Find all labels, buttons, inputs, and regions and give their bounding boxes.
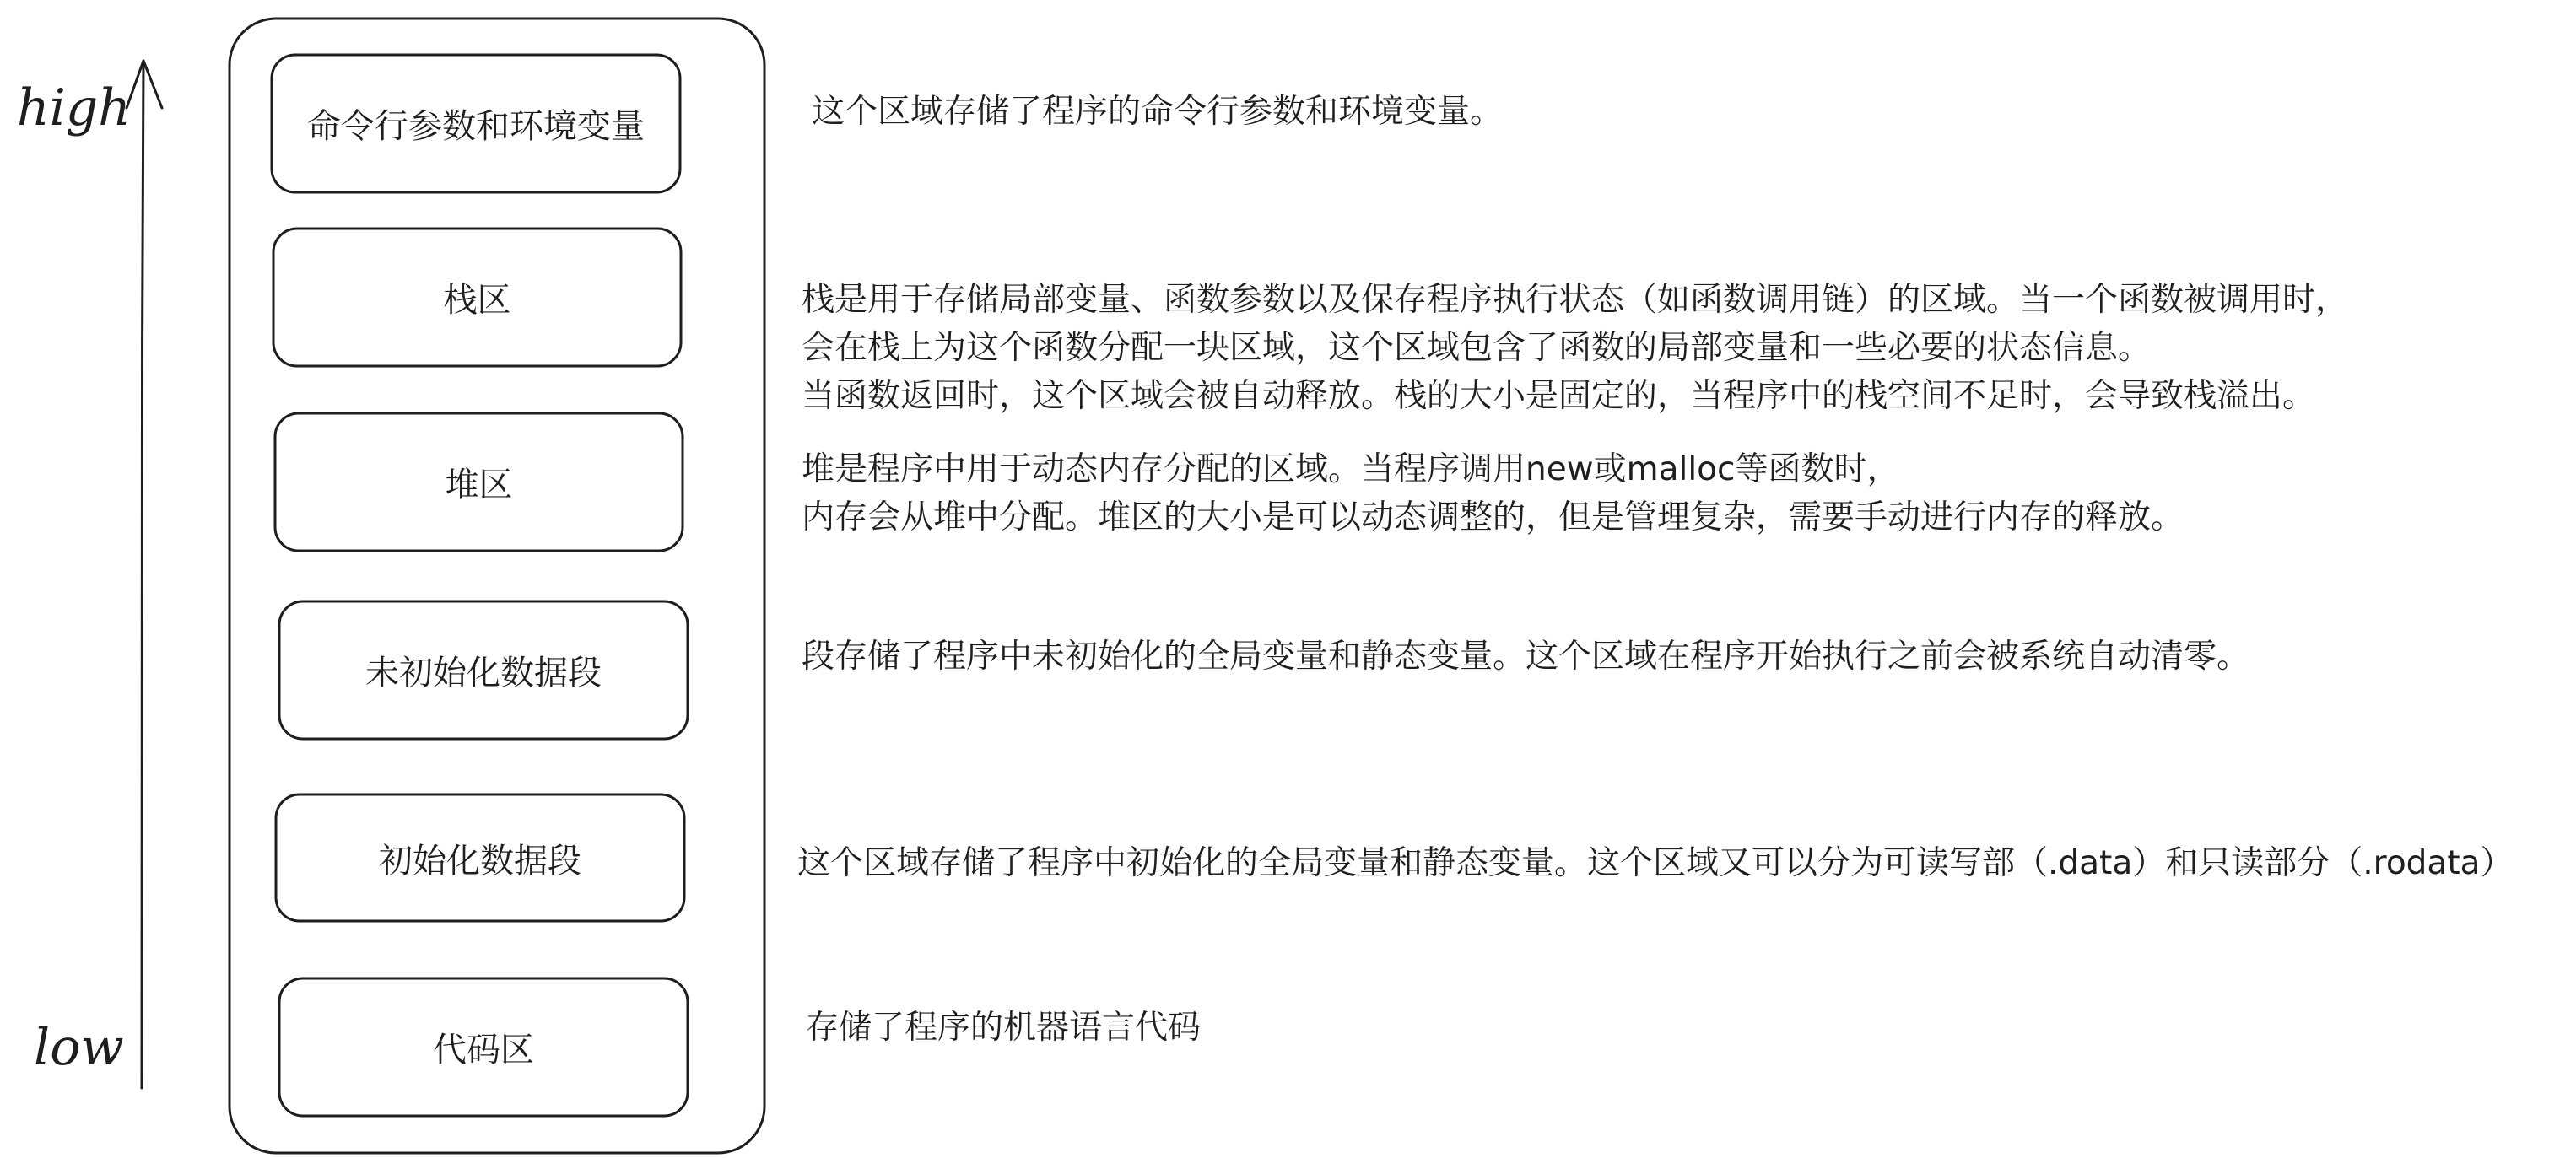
description-data xyxy=(797,839,2514,887)
arrow-shaft xyxy=(142,61,143,1088)
segment-label-text: 代码区 xyxy=(433,1031,534,1069)
description-line: 存储了程序的机器语言代码 xyxy=(806,1009,1202,1047)
description-line: 这个区域存储了程序的命令行参数和环境变量。 xyxy=(812,93,1504,131)
description-line: 会在栈上为这个函数分配一块区域，这个区域包含了函数的局部变量和一些必要的状态信息。 xyxy=(802,329,2152,367)
segment-label-heap: 堆区 xyxy=(445,466,513,504)
description-stack xyxy=(802,276,2348,420)
segment-label-bss: 未初始化数据段 xyxy=(365,654,602,692)
description-heap xyxy=(802,445,2184,541)
description-line: 当函数返回时，这个区域会被自动释放。栈的大小是固定的，当程序中的栈空间不足时，会导致栈溢出。 xyxy=(802,377,2316,415)
description-line: 内存会从堆中分配。堆区的大小是可以动态调整的，但是管理复杂，需要手动进行内存的释放。 xyxy=(802,498,2184,536)
low-address-label: low xyxy=(34,1018,124,1077)
description-line: 段存储了程序中未初始化的全局变量和静态变量。这个区域在程序开始执行之前会被系统自动清零。 xyxy=(802,638,2250,676)
description-cmdline-env xyxy=(812,88,1503,136)
address-arrow xyxy=(127,61,162,1088)
segment-label-data: 初始化数据段 xyxy=(379,841,581,881)
description-line: 堆是程序中用于动态内存分配的区域。当程序调用new或malloc等函数时， xyxy=(802,450,1900,488)
segment-label-cmdline-env: 命令行参数和环境变量 xyxy=(307,107,645,146)
segment-label-stack: 栈区 xyxy=(443,281,511,320)
description-line: 这个区域存储了程序中初始化的全局变量和静态变量。这个区域又可以分为可读写部（.data）和只读部分（.rodata） xyxy=(797,844,2514,882)
high-address-label: high xyxy=(17,78,131,137)
description-line: 栈是用于存储局部变量、函数参数以及保存程序执行状态（如函数调用链）的区域。当一个函数被调用时， xyxy=(802,281,2349,319)
segment-boxes xyxy=(272,55,688,1116)
description-text xyxy=(806,1004,1201,1052)
description-bss xyxy=(802,633,2249,681)
